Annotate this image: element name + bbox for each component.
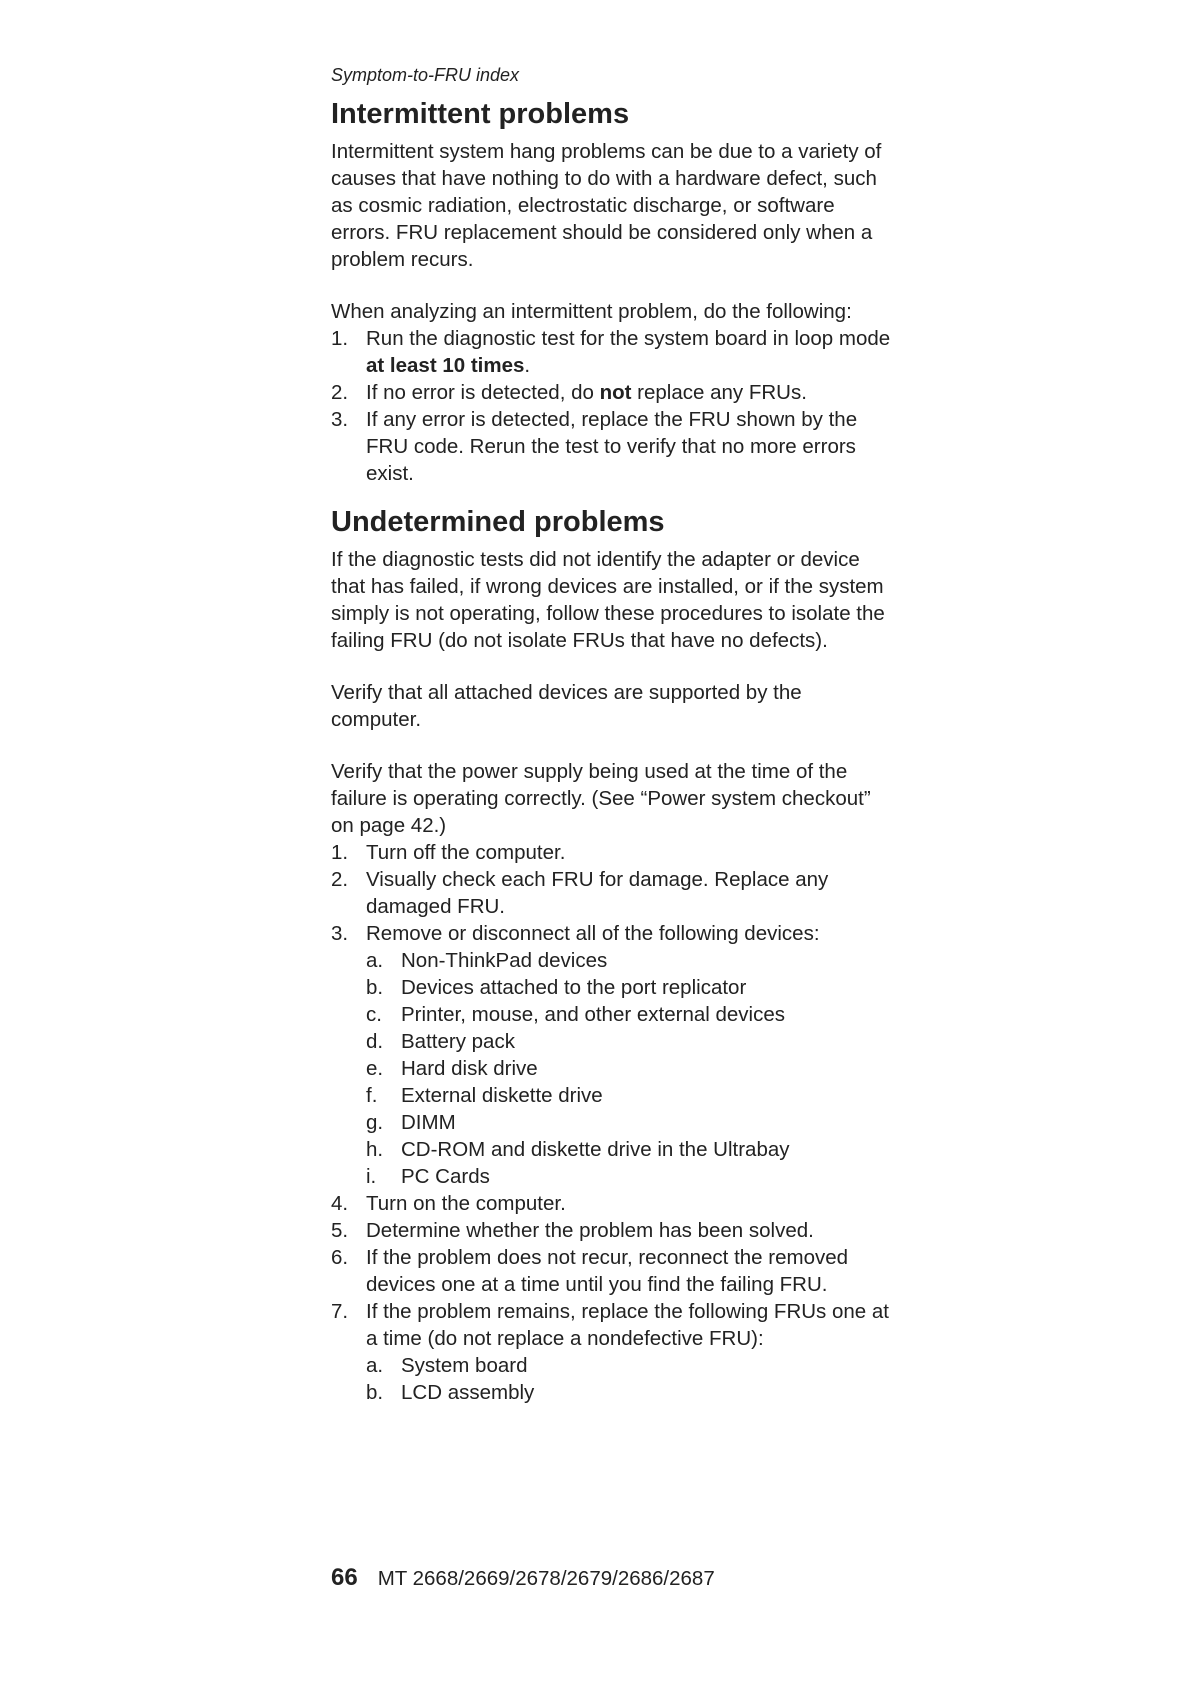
list-marker: 1.: [331, 327, 349, 350]
sublist-marker: c.: [366, 1003, 382, 1026]
page-number: 66: [331, 1564, 358, 1591]
sublist-item: [366, 1136, 891, 1163]
sublist-text: Devices attached to the port replicator: [401, 976, 747, 999]
list-marker: 2.: [331, 381, 349, 404]
list-item: [331, 379, 891, 406]
undetermined-paragraph-2: Verify that all attached devices are supported by the computer.: [331, 681, 802, 731]
list-marker: 3.: [331, 408, 349, 431]
sublist-item: [366, 1109, 891, 1136]
page-footer: [331, 1563, 715, 1594]
sublist-marker: g.: [366, 1111, 384, 1134]
sublist-item: [366, 1001, 891, 1028]
list-marker: 2.: [331, 868, 349, 891]
sublist-text: Hard disk drive: [401, 1057, 538, 1080]
undetermined-paragraph-3: Verify that the power supply being used at the time of the failure is operating correctly. (See “Power system checkout” on page 42.): [331, 760, 871, 837]
sublist-item: [366, 1163, 891, 1190]
step-text-end: .: [524, 354, 531, 377]
step-text: If the problem remains, replace the following FRUs one at a time (do not replace a nondefective FRU):: [366, 1300, 890, 1350]
running-head: Symptom-to-FRU index: [331, 65, 520, 85]
step-emphasis: not: [599, 381, 632, 404]
list-marker: 5.: [331, 1219, 349, 1242]
sublist-text: Printer, mouse, and other external devices: [401, 1003, 786, 1026]
fru-sublist: [366, 1352, 891, 1406]
step-text: Visually check each FRU for damage. Replace any damaged FRU.: [366, 868, 829, 918]
undetermined-paragraph-1: If the diagnostic tests did not identify the adapter or device that has failed, if wrong devices are installed, or if the system simply is not operating, follow these procedures to isolate the failing FRU (do not isolate FRUs that have no defects).: [331, 548, 885, 652]
sublist-text: LCD assembly: [401, 1381, 535, 1404]
list-item: [331, 325, 891, 379]
intermittent-paragraph-1: Intermittent system hang problems can be due to a variety of causes that have nothing to do with a hardware defect, such as cosmic radiation, electrostatic discharge, or software errors. FRU replacement should be considered only when a problem recurs.: [331, 140, 882, 271]
sublist-text: DIMM: [401, 1111, 456, 1134]
step-text: Turn off the computer.: [366, 841, 566, 864]
undetermined-steps-list: [331, 839, 891, 1406]
sublist-text: Battery pack: [401, 1030, 515, 1053]
step-text: Determine whether the problem has been solved.: [366, 1219, 814, 1242]
sublist-item: [366, 974, 891, 1001]
intermittent-paragraph-2: When analyzing an intermittent problem, do the following:: [331, 300, 852, 323]
list-item: [331, 1298, 891, 1406]
sublist-text: PC Cards: [401, 1165, 490, 1188]
sublist-item: [366, 947, 891, 974]
list-item: [331, 1217, 891, 1244]
sublist-marker: f.: [366, 1084, 378, 1107]
sublist-text: System board: [401, 1354, 528, 1377]
step-text: If any error is detected, replace the FRU shown by the FRU code. Rerun the test to verify that no more errors exist.: [366, 408, 858, 485]
list-marker: 4.: [331, 1192, 349, 1215]
sublist-item: [366, 1028, 891, 1055]
step-text: Remove or disconnect all of the following devices:: [366, 922, 820, 945]
step-text: Turn on the computer.: [366, 1192, 566, 1215]
sublist-text: Non-ThinkPad devices: [401, 949, 608, 972]
sublist-item: [366, 1082, 891, 1109]
intermittent-steps-list: [331, 325, 891, 487]
step-emphasis: at least 10 times: [366, 354, 525, 377]
sublist-text: External diskette drive: [401, 1084, 603, 1107]
section-title-undetermined: Undetermined problems: [331, 506, 665, 538]
model-numbers: MT 2668/2669/2678/2679/2686/2687: [377, 1567, 715, 1590]
sublist-text: CD-ROM and diskette drive in the Ultrabay: [401, 1138, 790, 1161]
sublist-marker: a.: [366, 1354, 384, 1377]
list-item: [331, 920, 891, 1190]
sublist-marker: b.: [366, 976, 384, 999]
list-marker: 6.: [331, 1246, 349, 1269]
sublist-marker: i.: [366, 1165, 377, 1188]
sublist-marker: h.: [366, 1138, 384, 1161]
sublist-item: [366, 1379, 891, 1406]
list-item: [331, 1244, 891, 1298]
section-title-intermittent: Intermittent problems: [331, 98, 630, 130]
step-text-end: replace any FRUs.: [631, 381, 807, 404]
sublist-marker: a.: [366, 949, 384, 972]
sublist-marker: e.: [366, 1057, 384, 1080]
device-sublist: [366, 947, 891, 1190]
sublist-marker: b.: [366, 1381, 384, 1404]
list-item: [331, 866, 891, 920]
step-text: If no error is detected, do: [366, 381, 600, 404]
list-marker: 7.: [331, 1300, 349, 1323]
list-item: [331, 1190, 891, 1217]
page-content: [331, 62, 891, 1406]
step-text: Run the diagnostic test for the system board in loop mode: [366, 327, 891, 350]
list-marker: 1.: [331, 841, 349, 864]
list-item: [331, 839, 891, 866]
list-marker: 3.: [331, 922, 349, 945]
sublist-item: [366, 1352, 891, 1379]
step-text: If the problem does not recur, reconnect the removed devices one at a time until you find the failing FRU.: [366, 1246, 849, 1296]
sublist-marker: d.: [366, 1030, 384, 1053]
sublist-item: [366, 1055, 891, 1082]
list-item: [331, 406, 891, 487]
